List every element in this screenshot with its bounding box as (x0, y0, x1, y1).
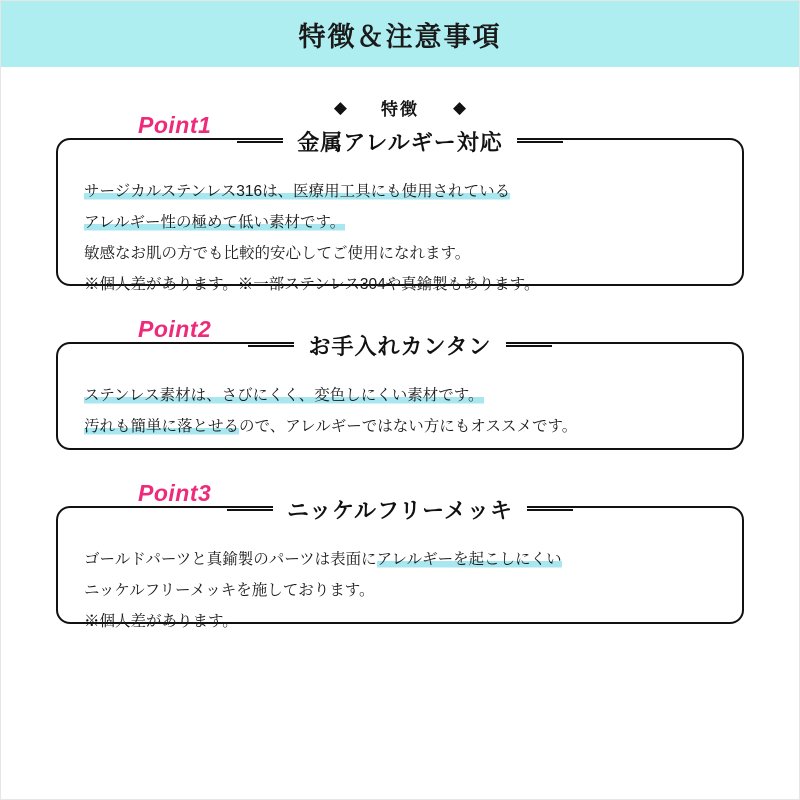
section-heading (1, 95, 799, 120)
title-rule-right (527, 509, 573, 511)
page-title: 特徴＆注意事項 (298, 21, 502, 52)
body-line (84, 575, 716, 606)
point-block (56, 112, 744, 293)
body-text: ので、アレルギーではない方にもオススメです。 (239, 418, 578, 435)
highlighted-text: アレルギーを起こしにくい (376, 551, 562, 568)
body-line (84, 411, 716, 442)
diamond-left-icon: ◆ (333, 98, 347, 117)
body-line (84, 207, 716, 238)
point-body (84, 544, 716, 637)
section-heading-label: 特徴 (381, 100, 419, 119)
point-block (56, 480, 744, 630)
diamond-right-icon: ◆ (453, 98, 467, 117)
title-rule-left (227, 509, 273, 511)
body-line (84, 269, 716, 300)
highlighted-text: アレルギー性の極めて低い素材です。 (84, 214, 346, 231)
title-rule-right (517, 141, 563, 143)
title-rule-right (506, 345, 552, 347)
point-badge: Point3 (138, 480, 212, 506)
body-text: 敏感なお肌の方でも比較的安心してご使用になれます。 (84, 245, 471, 262)
point-body (84, 380, 716, 442)
body-text: ニッケルフリーメッキを施しております。 (84, 582, 375, 599)
body-line (84, 544, 716, 575)
body-line (84, 606, 716, 637)
point-block (56, 316, 744, 450)
highlighted-text: ステンレス素材は、さびにくく、変色しにくい素材です。 (84, 387, 484, 404)
title-rule-left (237, 141, 283, 143)
point-box (56, 334, 744, 450)
body-text: ゴールドパーツと真鍮製のパーツは表面に (84, 551, 377, 568)
point-body (84, 176, 716, 300)
point-title: 金属アレルギー対応 (283, 126, 517, 157)
body-text: ※個人差があります。 (84, 613, 238, 630)
body-text: ※個人差があります。※一部ステンレス304や真鍮製もあります。 (84, 276, 540, 293)
title-rule-left (248, 345, 294, 347)
point-box (56, 498, 744, 630)
point-badge: Point1 (138, 112, 212, 138)
point-title: ニッケルフリーメッキ (273, 494, 527, 525)
body-line (84, 380, 716, 411)
highlighted-text: サージカルステンレス316は、医療用工具にも使用されている (84, 183, 511, 200)
points-list (1, 112, 799, 630)
body-line (84, 176, 716, 207)
point-title: お手入れカンタン (294, 330, 505, 361)
point-box (56, 130, 744, 293)
body-line (84, 238, 716, 269)
highlighted-text: 汚れも簡単に落とせる (84, 418, 240, 435)
point-badge: Point2 (138, 316, 212, 342)
header-banner (1, 1, 799, 67)
